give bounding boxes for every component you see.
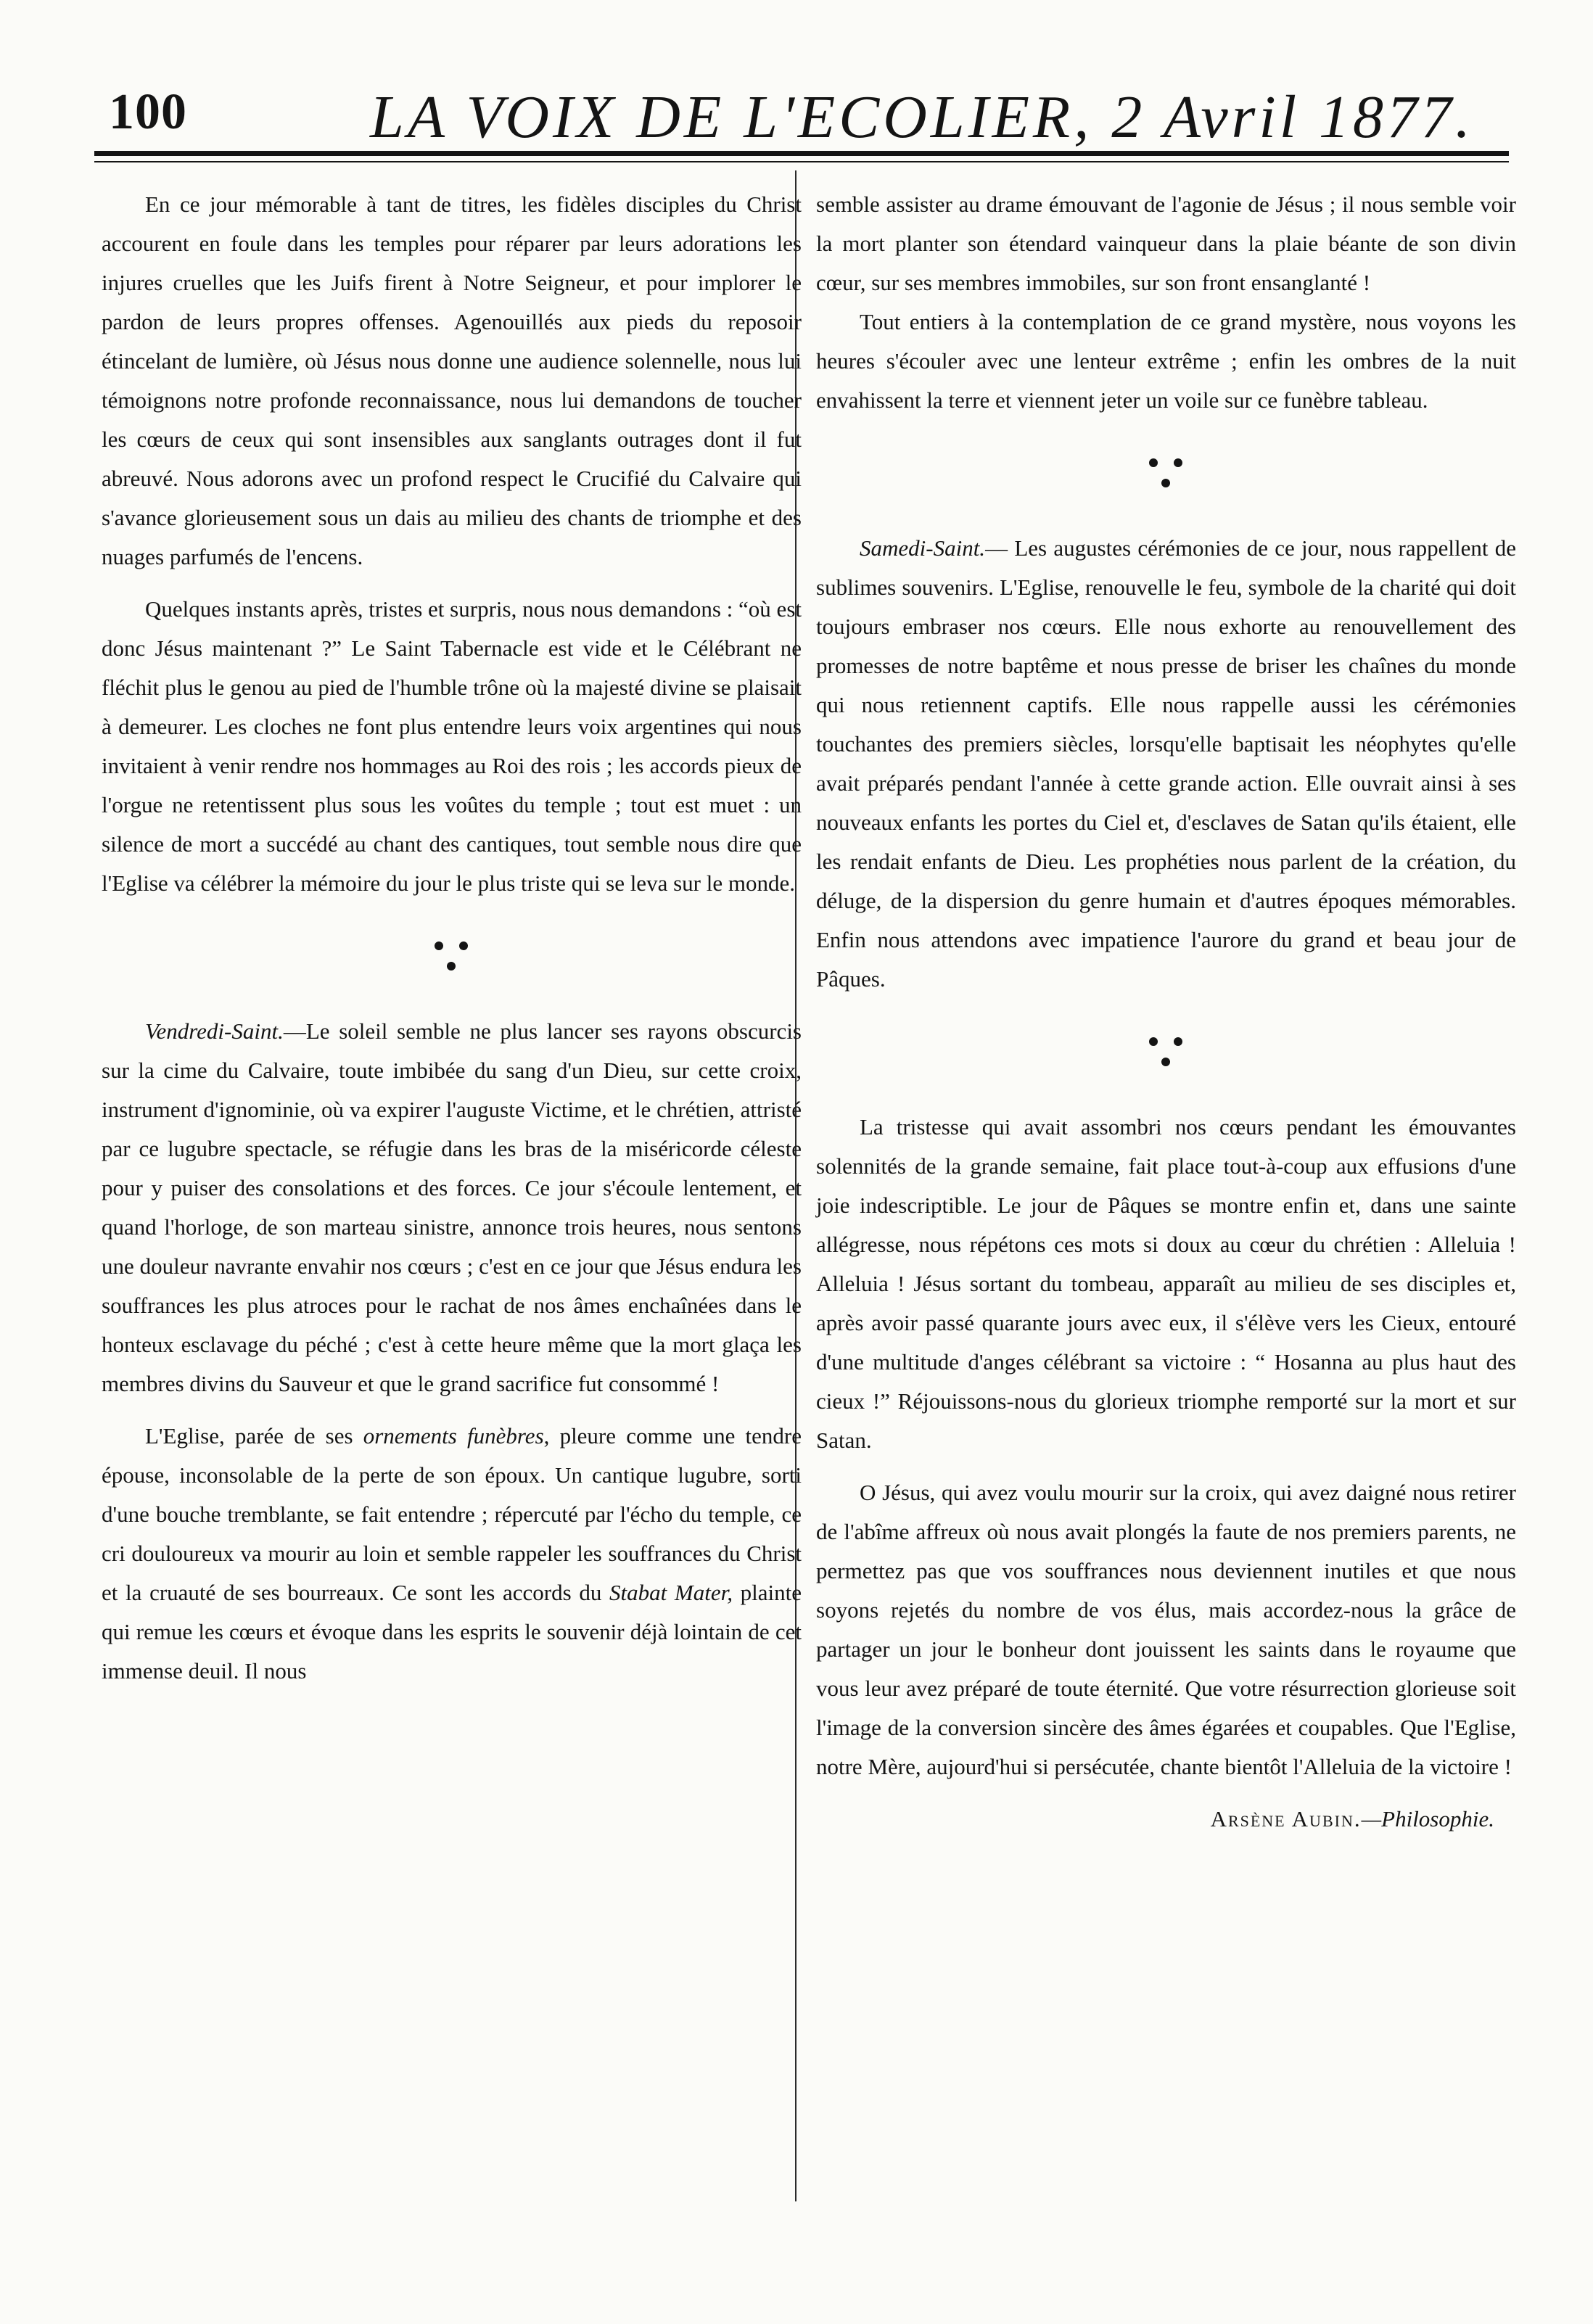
heading-good-friday: Vendredi-Saint. [145, 1018, 284, 1044]
paragraph-feast-day: En ce jour mémorable à tant de titres, les fidèles disciples du Christ accourent en foule dans les temples pour réparer par leurs adorations les injures cruelles que les Juifs firent à Notre Seigneur, et pour implorer le pardon de leurs propres offenses. Agenouillés aux pieds du reposoir étincelant de lumière, où Jésus nous donne une audience solennelle, nous lui témoignons notre profonde reconnaissance, nous lui demandons de toucher les cœurs de ceux qui sont insensibles aux sanglants outrages dont il fut abreuvé. Nous adorons avec un profond respect le Crucifié du Calvaire qui s'avance glorieusement sous un dais au milieu des chants de triomphe et des nuages parfumés de l'encens. [102, 191, 802, 569]
paragraph-agony-continued: semble assister au drame émouvant de l'agonie de Jésus ; il nous semble voir la mort planter son étendard vainqueur dans la plaie béante de son divin cœur, sur ses membres immobiles, sur son front ensanglanté ! [816, 191, 1516, 295]
stabat-mater: Stabat Mater, [609, 1580, 733, 1605]
paragraph-good-friday [102, 1012, 802, 1404]
holy-saturday-text: — Les augustes cérémonies de ce jour, nous rappellent de sublimes souvenirs. L'Eglise, renouvelle le feu, symbole de la charité qui doit toujours embraser nos cœurs. Elle nous exhorte au renouvellement des promesses de notre baptême et nous presse de briser les chaînes du monde qui nous retiennent captifs. Elle nous rappelle aussi les cérémonies touchantes des premiers siècles, lorsqu'elle baptisait les néophytes qu'elle avait préparés pendant l'année à cette grande action. Elle ouvrait ainsi à ses nouveaux enfants les portes du Ciel et, d'esclaves de Satan qu'ils étaient, elle les rendait enfants de Dieu. Les prophéties nous parlent de la création, du déluge, de la dispersion du genre humain et d'autres époques mémorables. Enfin nous attendons avec impatience l'aurore du grand et beau jour de Pâques. [816, 535, 1516, 992]
ornament-divider [816, 420, 1516, 529]
three-dots-ornament-icon [430, 936, 474, 979]
header-rule-thick [94, 151, 1509, 156]
paragraph-empty-tabernacle: Quelques instants après, tristes et surpris, nous nous demandons : “où est donc Jésus maintenant ?” Le Saint Tabernacle est vide et le Célébrant ne fléchit plus le genou au pied de l'humble trône où la majesté divine se plaisait à demeurer. Les cloches ne font plus entendre leurs voix argentines qui nous invitaient à venir rendre nos hommages au Roi des rois ; les accords pieux de l'orgue ne retentissent plus sous les voûtes du temple ; tout est muet : un silence de mort a succédé au chant des cantiques, tout semble nous dire que l'Eglise va célébrer la mémoire du jour le plus triste qui se leva sur le monde. [102, 596, 802, 896]
ornament-divider [102, 903, 802, 1012]
paragraph-contemplation: Tout entiers à la contemplation de ce grand mystère, nous voyons les heures s'écouler avec une lenteur extrême ; enfin les ombres de la nuit envahissent la terre et viennent jeter un voile sur ce funèbre tableau. [816, 309, 1516, 413]
paragraph-church-mourning: L'Eglise, parée de ses ornements funèbres, pleure comme une tendre épouse, inconsolable de la perte de son époux. Un cantique lugubre, sorti d'une bouche tremblante, se fait entendre ; répercuté par l'écho du temple, ce cri douloureux va mourir au loin et semble rappeler les souffrances du Christ et la cruauté de ses bourreaux. Ce sont les accords du Stabat Mater, plainte qui remue les cœurs et évoque dans les esprits le souvenir déjà lointain de cet immense deuil. Il nous [102, 1423, 802, 1684]
paragraph-prayer: O Jésus, qui avez voulu mourir sur la croix, qui avez daigné nous retirer de l'abîme affreux où nous avait plongés la faute de nos premiers parents, ne permettez pas que vos souffrances nous deviennent inutiles et que nous soyons rejetés du nombre de vos élus, mais accordez-nous la grâce de partager un jour le bonheur dont jouissent les saints dans le royaume que vous leur avez préparé de toute éternité. Que votre résurrection glorieuse soit l'image de la conversion sincère des âmes égarées et coupables. Que l'Eglise, notre Mère, aujourd'hui si persécutée, chante bientôt l'Alleluia de la victoire ! [816, 1480, 1516, 1779]
ornament-divider [816, 999, 1516, 1108]
paragraph-holy-saturday [816, 529, 1516, 999]
header-rule-thin [94, 161, 1509, 162]
page-header [102, 69, 1494, 149]
good-friday-text: —Le soleil semble ne plus lancer ses rayons obscurcis sur la cime du Calvaire, toute imbibée du sang d'un Dieu, sur cette croix, instrument d'ignominie, où va expirer l'auguste Victime, et le chrétien, attristé par ce lugubre spectacle, se réfugie dans les bras de la miséricorde céleste pour y puiser des consolations et des forces. Ce jour s'écoule lentement, et quand l'horloge, de son marteau sinistre, annonce trois heures, nous sentons une douleur navrante envahir nos cœurs ; c'est en ce jour que Jésus endura les souffrances les plus atroces pour le rachat de nos âmes enchaînées dans le honteux esclavage du péché ; c'est à cette heure même que la mort glaça les membres divins du Sauveur et que le grand sacrifice fut consommé ! [102, 1018, 802, 1396]
page-number: 100 [109, 84, 187, 140]
author-faculty: —Philosophie. [1361, 1806, 1494, 1831]
heading-holy-saturday: Samedi-Saint. [860, 535, 986, 561]
author-signature [816, 1800, 1516, 1839]
paragraph-easter: La tristesse qui avait assombri nos cœurs pendant les émouvantes solennités de la grande semaine, fait place tout-à-coup aux effusions d'une joie indescriptible. Le jour de Pâques se montre enfin et, dans une sainte allégresse, nous répétons ces mots si doux au cœur du chrétien : Alleluia ! Alleluia ! Jésus sortant du tombeau, apparaît au milieu de ses disciples et, après avoir passé quarante jours avec eux, il s'élève vers les Cieux, entouré d'une multitude d'anges célébrant sa victoire : “ Hosanna au plus haut des cieux !” Réjouissons-nous du glorieux triomphe remporté sur la mort et sur Satan. [816, 1114, 1516, 1453]
three-dots-ornament-icon [1145, 453, 1188, 496]
three-dots-ornament-icon [1145, 1031, 1188, 1075]
left-column [102, 185, 802, 1691]
author-name: Arsène Aubin. [1210, 1806, 1362, 1831]
journal-title: LA VOIX DE L'ECOLIER, 2 Avril 1877. [370, 83, 1475, 151]
right-column [816, 185, 1516, 1839]
